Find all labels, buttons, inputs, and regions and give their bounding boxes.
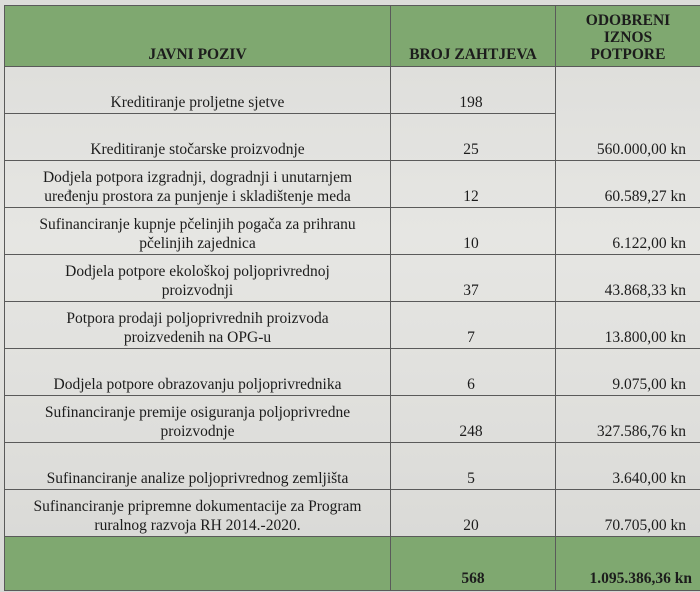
row-count: 6 — [391, 349, 556, 396]
table-row — [5, 114, 700, 161]
row-amount: 70.705,00 kn — [556, 490, 700, 537]
row-amount: 6.122,00 kn — [556, 208, 700, 255]
row-name: Potpora prodaji poljoprivrednih proizvoda proizvedenih na OPG-u — [5, 302, 391, 349]
table-row — [5, 255, 700, 302]
table-header-row — [5, 6, 700, 67]
row-count: 198 — [391, 67, 556, 114]
row-amount — [556, 67, 700, 114]
total-count: 568 — [391, 537, 556, 591]
totals-label-cell — [5, 537, 391, 591]
row-name: Sufinanciranje pripremne dokumentacije za Program ruralnog razvoja RH 2014.-2020. — [5, 490, 391, 537]
row-name: Kreditiranje proljetne sjetve — [5, 67, 391, 114]
row-count: 12 — [391, 161, 556, 208]
row-count: 20 — [391, 490, 556, 537]
table-row — [5, 443, 700, 490]
row-amount: 3.640,00 kn — [556, 443, 700, 490]
header-amount-line3: POTPORE — [590, 46, 666, 63]
table-row — [5, 208, 700, 255]
row-amount: 13.800,00 kn — [556, 302, 700, 349]
header-broj-zahtjeva: BROJ ZAHTJEVA — [391, 6, 556, 67]
row-name: Sufinanciranje premije osiguranja poljoprivredne proizvodnje — [5, 396, 391, 443]
table-row — [5, 302, 700, 349]
row-name: Sufinanciranje analize poljoprivrednog zemljišta — [5, 443, 391, 490]
row-amount: 327.586,76 kn — [556, 396, 700, 443]
row-count: 7 — [391, 302, 556, 349]
row-count: 25 — [391, 114, 556, 161]
header-javni-poziv: JAVNI POZIV — [5, 6, 391, 67]
table-row — [5, 490, 700, 537]
grants-table — [4, 5, 700, 591]
total-amount: 1.095.386,36 kn — [556, 537, 700, 591]
row-name: Dodjela potpore ekološkoj poljoprivrednoj proizvodnji — [5, 255, 391, 302]
totals-row — [5, 537, 700, 591]
table-row — [5, 161, 700, 208]
row-count: 248 — [391, 396, 556, 443]
row-name: Dodjela potpore obrazovanju poljoprivrednika — [5, 349, 391, 396]
row-amount: 43.868,33 kn — [556, 255, 700, 302]
header-amount-line1: ODOBRENI — [585, 12, 671, 29]
header-amount-line2: IZNOS — [603, 29, 653, 46]
table-row — [5, 396, 700, 443]
table-row — [5, 67, 700, 114]
row-name: Dodjela potpora izgradnji, dogradnji i unutarnjem uređenju prostora za punjenje i skladištenje meda — [5, 161, 391, 208]
row-count: 5 — [391, 443, 556, 490]
header-odobreni-iznos — [556, 6, 700, 67]
row-count: 37 — [391, 255, 556, 302]
row-amount: 9.075,00 kn — [556, 349, 700, 396]
table-row — [5, 349, 700, 396]
row-amount: 560.000,00 kn — [556, 114, 700, 161]
row-name: Sufinanciranje kupnje pčelinjih pogača za prihranu pčelinjih zajednica — [5, 208, 391, 255]
row-name: Kreditiranje stočarske proizvodnje — [5, 114, 391, 161]
row-count: 10 — [391, 208, 556, 255]
row-amount: 60.589,27 kn — [556, 161, 700, 208]
